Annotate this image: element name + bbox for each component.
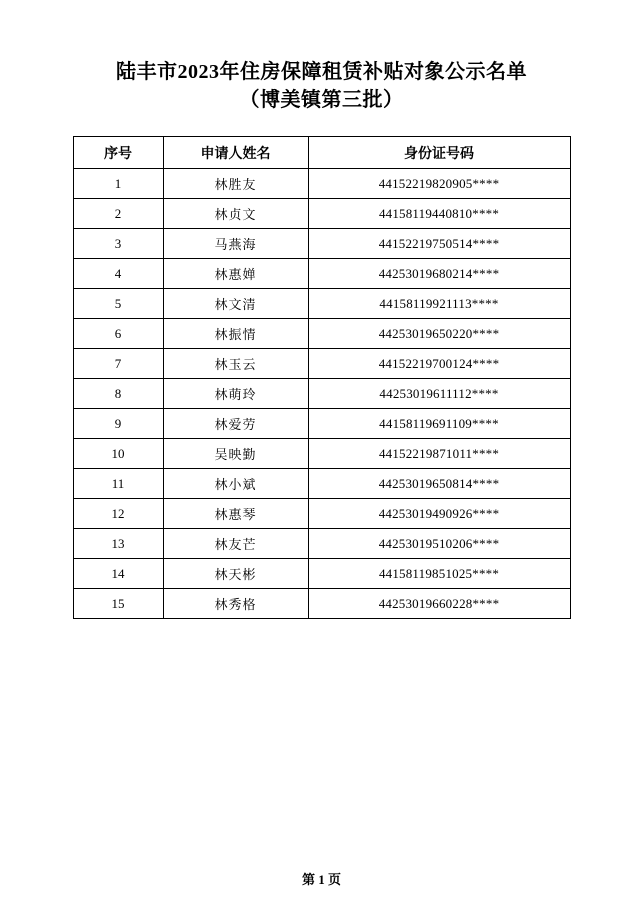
cell-id: 44152219820905**** — [308, 169, 570, 199]
column-header-index: 序号 — [73, 137, 163, 169]
cell-name: 林天彬 — [163, 559, 308, 589]
cell-id: 44158119921113**** — [308, 289, 570, 319]
page-number: 第 1 页 — [301, 872, 341, 887]
cell-id: 44152219871011**** — [308, 439, 570, 469]
cell-id: 44253019650814**** — [308, 469, 570, 499]
cell-name: 林爱劳 — [163, 409, 308, 439]
table-row — [73, 229, 570, 259]
table-header-row — [73, 137, 570, 169]
table-row — [73, 529, 570, 559]
cell-index: 4 — [73, 259, 163, 289]
cell-name: 吴映勤 — [163, 439, 308, 469]
cell-id: 44152219700124**** — [308, 349, 570, 379]
public-notice-table — [73, 136, 571, 619]
table-row — [73, 409, 570, 439]
table-body — [73, 169, 570, 619]
cell-id: 44253019650220**** — [308, 319, 570, 349]
table-row — [73, 379, 570, 409]
cell-name: 林萌玲 — [163, 379, 308, 409]
column-header-name: 申请人姓名 — [163, 137, 308, 169]
cell-index: 15 — [73, 589, 163, 619]
cell-id: 44253019611112**** — [308, 379, 570, 409]
cell-id: 44253019660228**** — [308, 589, 570, 619]
cell-index: 12 — [73, 499, 163, 529]
table-row — [73, 169, 570, 199]
cell-index: 8 — [73, 379, 163, 409]
cell-id: 44253019680214**** — [308, 259, 570, 289]
cell-index: 1 — [73, 169, 163, 199]
cell-index: 11 — [73, 469, 163, 499]
cell-name: 林胜友 — [163, 169, 308, 199]
cell-name: 林振情 — [163, 319, 308, 349]
cell-index: 14 — [73, 559, 163, 589]
page-title-line-1: 陆丰市2023年住房保障租赁补贴对象公示名单 — [116, 61, 527, 83]
cell-name: 林秀格 — [163, 589, 308, 619]
table-row — [73, 259, 570, 289]
cell-index: 9 — [73, 409, 163, 439]
table-row — [73, 469, 570, 499]
cell-name: 林文清 — [163, 289, 308, 319]
cell-name: 林惠琴 — [163, 499, 308, 529]
table-header — [73, 137, 570, 169]
cell-index: 2 — [73, 199, 163, 229]
cell-index: 6 — [73, 319, 163, 349]
table-row — [73, 439, 570, 469]
cell-name: 马燕海 — [163, 229, 308, 259]
table-row — [73, 559, 570, 589]
cell-id: 44158119691109**** — [308, 409, 570, 439]
table-row — [73, 499, 570, 529]
cell-id: 44152219750514**** — [308, 229, 570, 259]
cell-id: 44253019490926**** — [308, 499, 570, 529]
cell-index: 13 — [73, 529, 163, 559]
cell-index: 3 — [73, 229, 163, 259]
page-title — [0, 0, 643, 114]
cell-index: 7 — [73, 349, 163, 379]
cell-index: 10 — [73, 439, 163, 469]
cell-id: 44253019510206**** — [308, 529, 570, 559]
table-row — [73, 199, 570, 229]
table-container — [0, 136, 643, 619]
table-row — [73, 349, 570, 379]
table-row — [73, 319, 570, 349]
cell-name: 林贞文 — [163, 199, 308, 229]
cell-id: 44158119440810**** — [308, 199, 570, 229]
cell-name: 林玉云 — [163, 349, 308, 379]
cell-index: 5 — [73, 289, 163, 319]
cell-name: 林惠婵 — [163, 259, 308, 289]
table-row — [73, 289, 570, 319]
cell-id: 44158119851025**** — [308, 559, 570, 589]
cell-name: 林小斌 — [163, 469, 308, 499]
table-row — [73, 589, 570, 619]
page-title-line-2: （博美镇第三批） — [239, 89, 404, 111]
cell-name: 林友芒 — [163, 529, 308, 559]
column-header-id: 身份证号码 — [308, 137, 570, 169]
